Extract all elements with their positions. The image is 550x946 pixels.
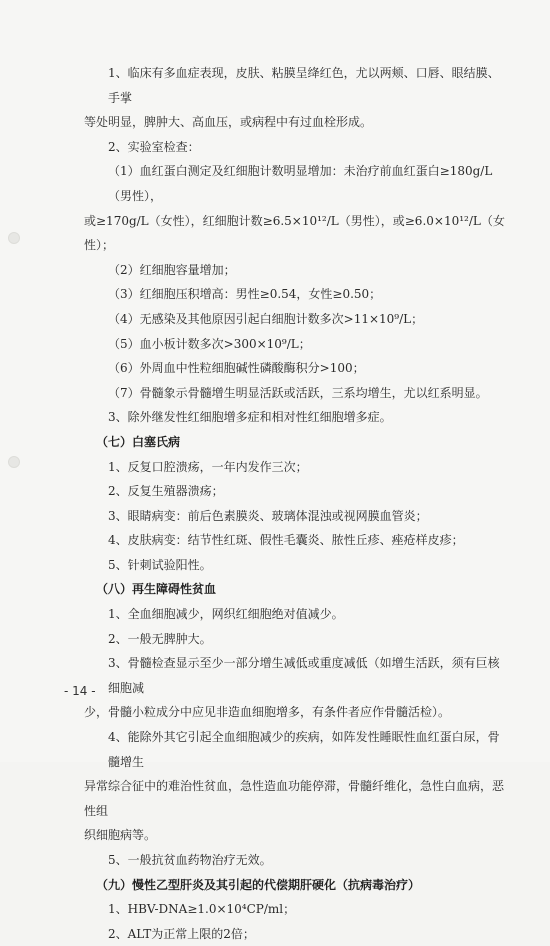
text-line: 1、反复口腔溃疡，一年内发作三次； [108, 459, 308, 474]
text-line: 2、一般无脾肿大。 [108, 631, 212, 646]
text-line: 1、HBV-DNA≥1.0×10⁴CP/ml； [108, 902, 296, 917]
text-line: 或≥170g/L（女性），红细胞计数≥6.5×10¹²/L（男性），或≥6.0×10¹²/L（女性）； [84, 213, 505, 253]
binding-hole-mark [8, 456, 20, 468]
text-line: （4）无感染及其他原因引起白细胞计数多次>11×10⁹/L； [108, 311, 424, 326]
section-heading: （八）再生障碍性贫血 [96, 582, 217, 597]
document-body [84, 61, 510, 946]
text-line: 2、ALT为正常上限的2倍； [108, 926, 255, 941]
text-line: 5、针刺试验阳性。 [108, 557, 212, 572]
section-heading: （七）白塞氏病 [96, 434, 181, 449]
text-line: 1、全血细胞减少，网织红细胞绝对值减少。 [108, 607, 344, 622]
text-line: 3、骨髓检查显示至少一部分增生减低或重度减低（如增生活跃，须有巨核细胞减 [108, 656, 500, 695]
text-line: （2）红细胞容量增加； [108, 262, 236, 277]
text-line: （3）红细胞压积增高：男性≥0.54，女性≥0.50； [108, 287, 382, 302]
text-line: 2、实验室检查： [108, 139, 200, 154]
text-line: 4、皮肤病变：结节性红斑、假性毛囊炎、脓性丘疹、痤疮样皮疹； [108, 533, 464, 548]
text-line: 少，骨髓小粒成分中应见非造血细胞增多，有条件者应作骨髓活检）。 [84, 705, 451, 720]
binding-hole-mark [8, 232, 20, 244]
text-line: （7）骨髓象示骨髓增生明显活跃或活跃，三系均增生，尤以红系明显。 [108, 385, 488, 400]
text-line: （1）血红蛋白测定及红细胞计数明显增加：未治疗前血红蛋白≥180g/L（男性）， [108, 164, 493, 203]
text-line: 织细胞病等。 [84, 828, 157, 843]
text-line: 1、临床有多血症表现，皮肤、粘膜呈绛红色，尤以两颊、口唇、眼结膜、手掌 [108, 66, 500, 105]
text-line: 3、眼睛病变：前后色素膜炎、玻璃体混浊或视网膜血管炎； [108, 508, 428, 523]
section-heading: （九）慢性乙型肝炎及其引起的代偿期肝硬化（抗病毒治疗） [96, 877, 421, 892]
text-line: 3、除外继发性红细胞增多症和相对性红细胞增多症。 [108, 410, 392, 425]
text-line: 等处明显，脾肿大、高血压，或病程中有过血栓形成。 [84, 115, 373, 130]
text-line: （5）血小板计数多次>300×10⁹/L； [108, 336, 311, 351]
text-line: 异常综合征中的难治性贫血，急性造血功能停滞，骨髓纤维化，急性白血病，恶性组 [84, 779, 505, 818]
text-line: （6）外周血中性粒细胞碱性磷酸酶积分>100； [108, 361, 365, 376]
text-line: 5、一般抗贫血药物治疗无效。 [108, 853, 272, 867]
text-line: 2、反复生殖器溃疡； [108, 484, 224, 499]
text-line: 4、能除外其它引起全血细胞减少的疾病，如阵发性睡眠性血红蛋白尿，骨髓增生 [108, 730, 500, 769]
page-number: - 14 - [64, 684, 96, 698]
